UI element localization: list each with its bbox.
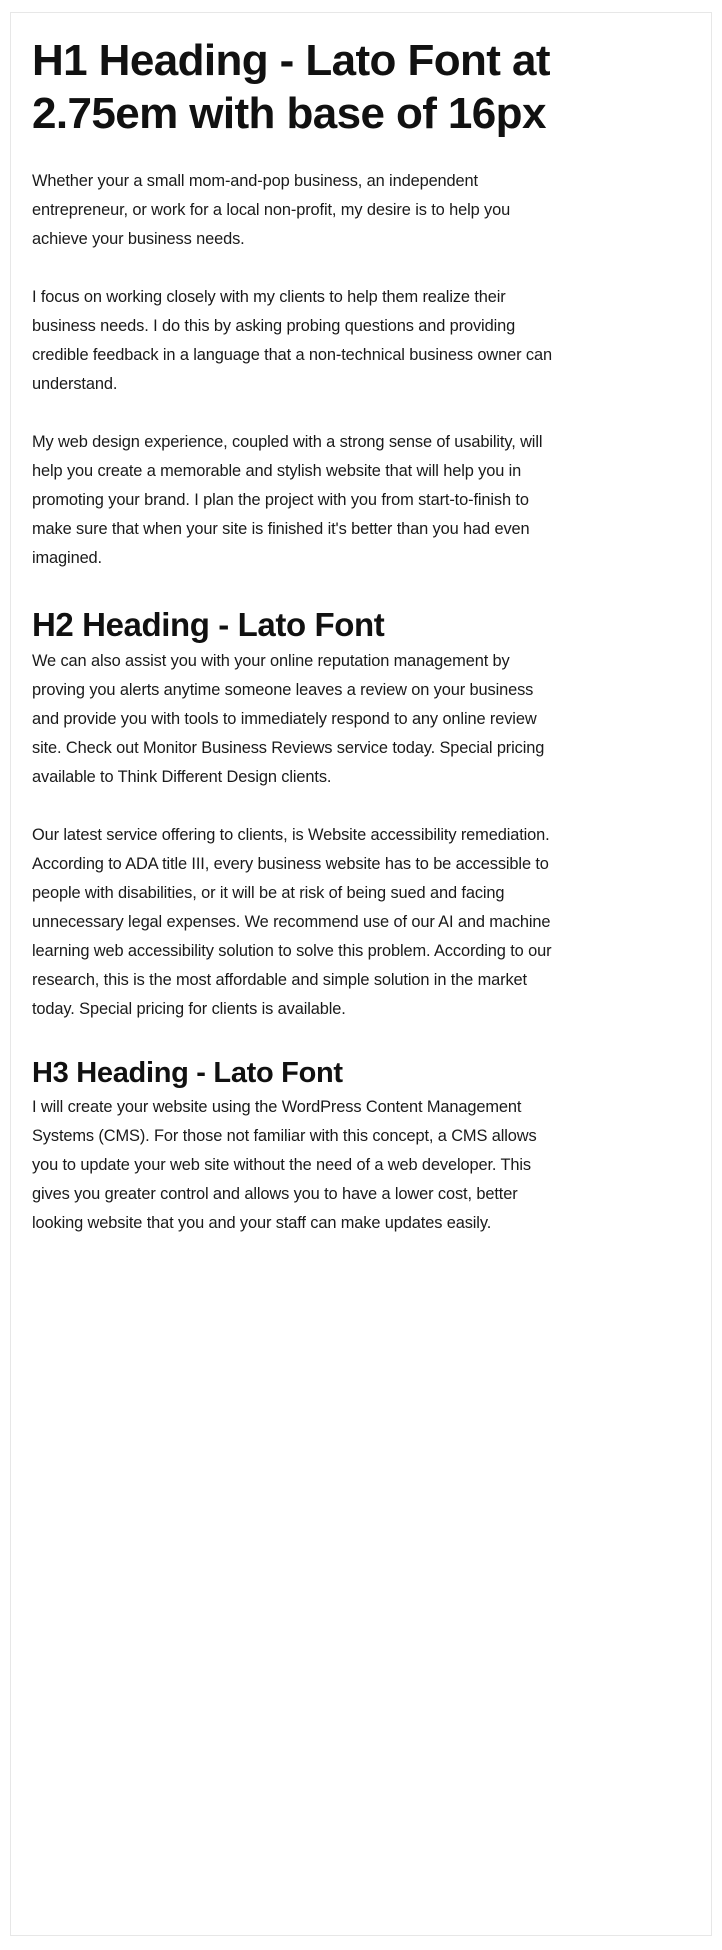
article-card (10, 12, 712, 1936)
intro-paragraph-1: Whether your a small mom-and-pop business, an independent entrepreneur, or work for a local non-profit, my desire is to help you achieve your business needs. (32, 171, 511, 248)
spacer (32, 399, 685, 428)
spacer (32, 792, 685, 821)
intro-paragraph-3: My web design experience, coupled with a strong sense of usability, will help you create a memorable and stylish website that will help you in promoting your brand. I plan the project with you from start-to-finish to make sure that when your site is finished it's better than you had even imagined. (32, 432, 543, 567)
spacer (32, 1024, 685, 1055)
spacer (32, 254, 685, 283)
h1-heading: H1 Heading - Lato Font at 2.75em with base of 16px (32, 36, 550, 138)
h2-heading: H2 Heading - Lato Font (32, 605, 385, 643)
h3-paragraph-1: I will create your website using the WordPress Content Management Systems (CMS). For those not familiar with this concept, a CMS allows you to update your web site without the need of a web developer. This gives you greater control and allows you to have a lower cost, better looking website that you and your staff can make updates easily. (32, 1098, 537, 1233)
spacer (32, 573, 685, 604)
spacer (32, 141, 685, 167)
intro-paragraph-2: I focus on working closely with my clients to help them realize their business needs. I do this by asking probing questions and providing credible feedback in a language that a non-technical business owner can understand. (32, 287, 552, 393)
h3-heading: H3 Heading - Lato Font (32, 1056, 343, 1089)
h2-paragraph-2: Our latest service offering to clients, is Website accessibility remediation. According to ADA title III, every business website has to be accessible to people with disabilities, or it will be at risk of being sued and facing unnecessary legal expenses. We recommend use of our AI and machine learning web accessibility solution to solve this problem. According to our research, this is the most affordable and simple solution in the market today. Special pricing for clients is available. (32, 825, 552, 1018)
article-content (11, 13, 711, 1238)
h2-paragraph-1: We can also assist you with your online reputation management by proving you alerts anytime someone leaves a review on your business and provide you with tools to immediately respond to any online review site. Check out Monitor Business Reviews service today. Special pricing available to Think Different Design clients. (32, 651, 545, 786)
